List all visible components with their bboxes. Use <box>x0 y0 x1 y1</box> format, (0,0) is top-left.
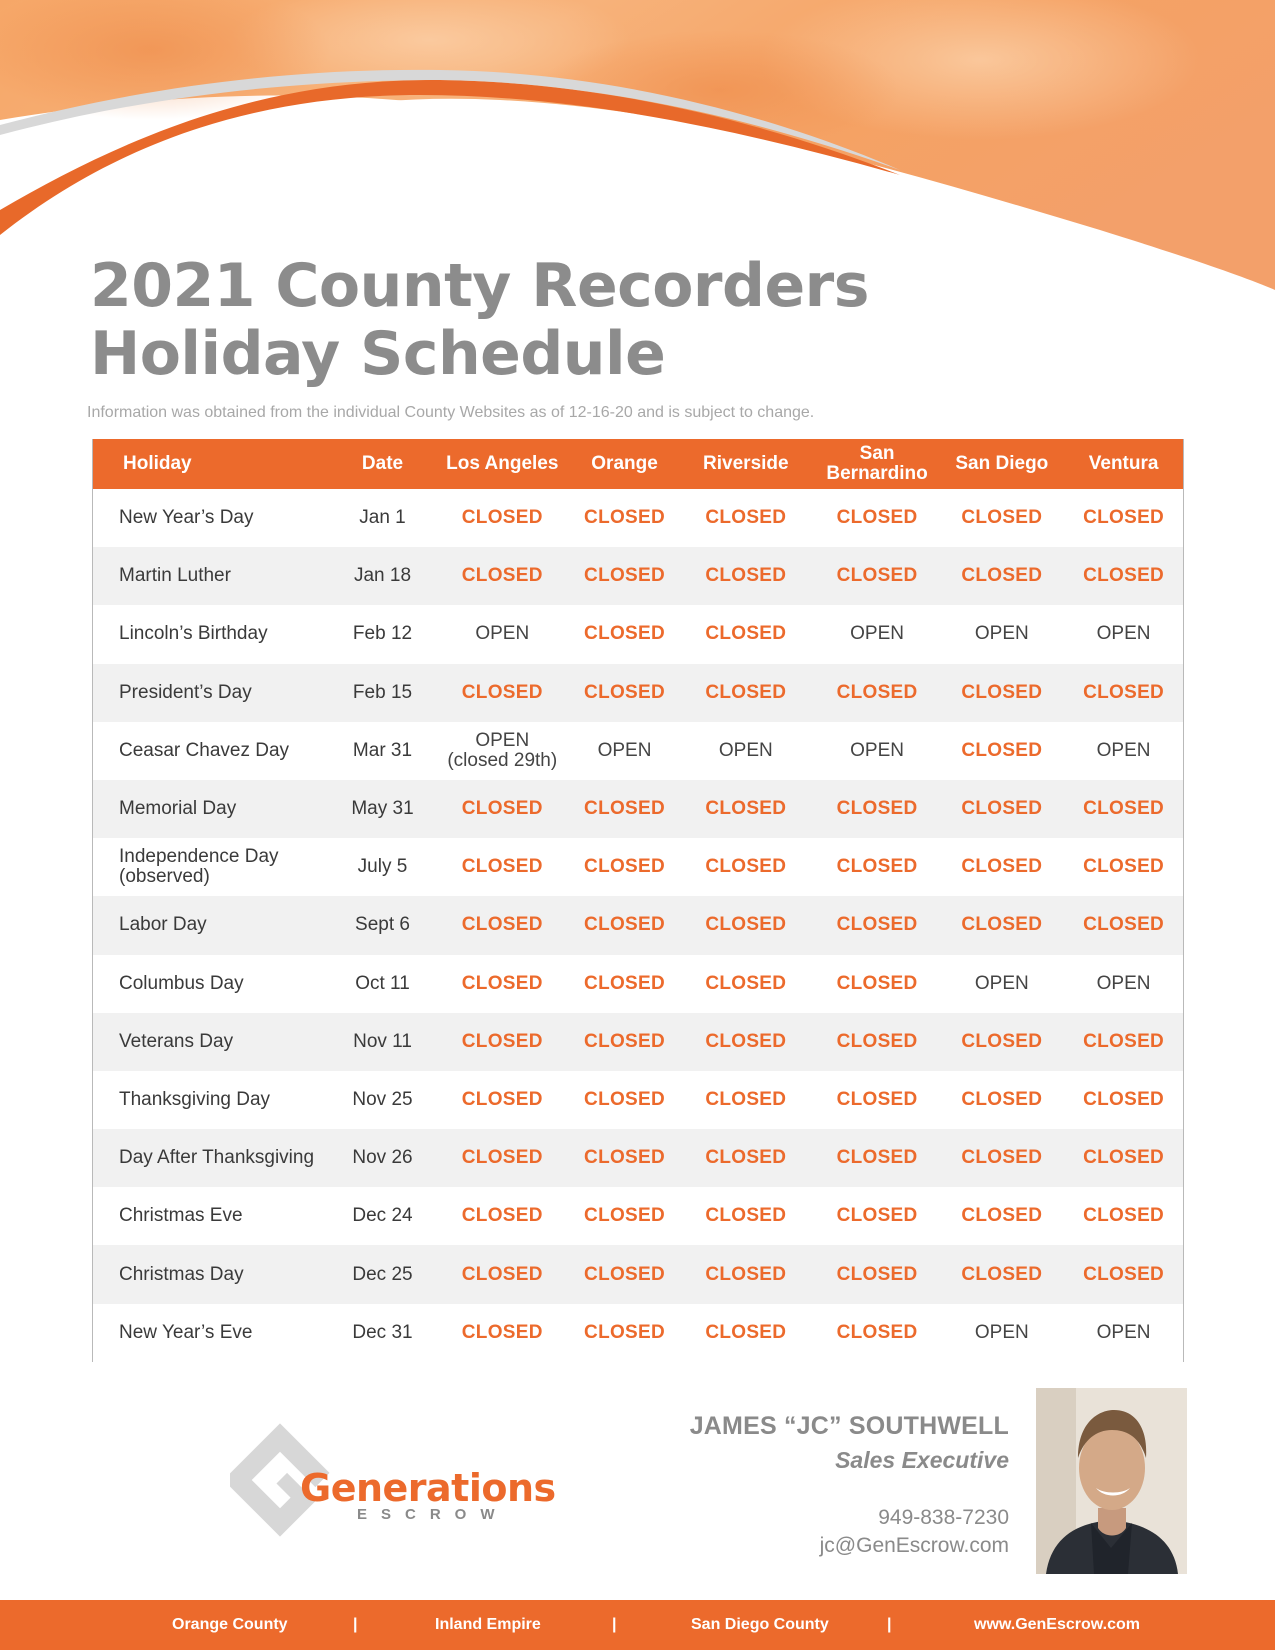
status-ventura: CLOSED <box>1083 565 1165 587</box>
table-row <box>93 1187 1183 1245</box>
holiday-date: Nov 26 <box>352 1147 413 1169</box>
status-riverside: CLOSED <box>705 856 787 878</box>
header-date: Date <box>361 453 404 474</box>
status-riverside: OPEN <box>718 739 773 761</box>
holiday-date: Dec 31 <box>352 1321 413 1343</box>
status-orange: CLOSED <box>584 1263 666 1285</box>
status-los-angeles: CLOSED <box>461 1030 543 1052</box>
header-los-angeles: Los Angeles <box>446 453 559 474</box>
contact-name: JAMES “JC” SOUTHWELL <box>689 1412 1009 1440</box>
status-ventura: OPEN <box>1096 739 1151 761</box>
status-san-bernardino: CLOSED <box>836 1321 918 1343</box>
holiday-name: Memorial Day <box>119 798 237 820</box>
status-riverside: CLOSED <box>705 681 787 703</box>
holiday-name: Veterans Day <box>119 1030 234 1052</box>
footer-separator: | <box>612 1616 617 1633</box>
status-riverside: CLOSED <box>705 565 787 587</box>
status-los-angeles: CLOSED <box>461 856 543 878</box>
status-san-diego: OPEN <box>974 972 1029 994</box>
status-san-diego: CLOSED <box>961 739 1043 761</box>
status-los-angeles: CLOSED <box>461 798 543 820</box>
table-row <box>93 664 1183 722</box>
status-san-bernardino: CLOSED <box>836 972 918 994</box>
header-san-diego: San Diego <box>955 453 1049 474</box>
holiday-name: President’s Day <box>119 681 252 703</box>
holiday-name: Christmas Day <box>119 1263 244 1285</box>
status-los-angeles: CLOSED <box>461 507 543 529</box>
logo-wordmark: Generations <box>300 1466 556 1510</box>
status-san-bernardino: CLOSED <box>836 1147 918 1169</box>
status-san-bernardino: CLOSED <box>836 1030 918 1052</box>
contact-phone: 949-838-7230 <box>878 1506 1009 1529</box>
table-row <box>93 1013 1183 1071</box>
status-riverside: CLOSED <box>705 623 787 645</box>
holiday-name: Labor Day <box>119 914 207 936</box>
status-san-bernardino: CLOSED <box>836 681 918 703</box>
holiday-schedule-table <box>92 439 1184 1362</box>
status-ventura: CLOSED <box>1083 1030 1165 1052</box>
status-los-angeles: CLOSED <box>461 565 543 587</box>
contact-block <box>690 1412 1009 1558</box>
headshot-photo <box>1036 1388 1187 1574</box>
status-ventura: CLOSED <box>1083 507 1165 529</box>
status-los-angeles: CLOSED <box>461 1088 543 1110</box>
holiday-name: Christmas Eve <box>119 1205 243 1227</box>
holiday-name: Independence Day (observed) <box>119 846 279 888</box>
footer-website-link[interactable]: www.GenEscrow.com <box>974 1616 1140 1633</box>
status-orange: CLOSED <box>584 507 666 529</box>
status-san-diego: CLOSED <box>961 798 1043 820</box>
status-ventura: OPEN <box>1096 972 1151 994</box>
table-header-row <box>93 439 1183 489</box>
status-orange: CLOSED <box>584 1321 666 1343</box>
status-orange: CLOSED <box>584 681 666 703</box>
page-title <box>90 252 869 388</box>
holiday-date: Jan 1 <box>359 507 406 529</box>
holiday-date: Nov 25 <box>352 1088 413 1110</box>
status-orange: CLOSED <box>584 623 666 645</box>
status-los-angeles: OPEN <box>475 623 530 645</box>
status-riverside: CLOSED <box>705 972 787 994</box>
status-ventura: CLOSED <box>1083 1147 1165 1169</box>
footer-separator: | <box>887 1616 892 1633</box>
status-los-angeles: OPEN (closed 29th) <box>447 729 558 771</box>
status-ventura: CLOSED <box>1083 1088 1165 1110</box>
status-orange: CLOSED <box>584 798 666 820</box>
logo-subtitle: ESCROW <box>357 1506 509 1523</box>
status-riverside: CLOSED <box>705 1147 787 1169</box>
status-orange: CLOSED <box>584 856 666 878</box>
status-ventura: CLOSED <box>1083 1205 1165 1227</box>
table-row <box>93 955 1183 1013</box>
holiday-name: Columbus Day <box>119 972 244 994</box>
status-ventura: CLOSED <box>1083 856 1165 878</box>
footer-orange-county: Orange County <box>172 1616 288 1633</box>
holiday-date: Jan 18 <box>353 565 412 587</box>
holiday-date: Dec 25 <box>352 1263 413 1285</box>
holiday-date: Nov 11 <box>353 1030 412 1052</box>
status-san-diego: CLOSED <box>961 914 1043 936</box>
status-los-angeles: CLOSED <box>461 1263 543 1285</box>
status-san-bernardino: CLOSED <box>836 1263 918 1285</box>
status-san-bernardino: CLOSED <box>836 1205 918 1227</box>
status-san-diego: OPEN <box>974 623 1029 645</box>
table-row <box>93 896 1183 954</box>
disclaimer-text: Information was obtained from the individual County Websites as of 12-16-20 and is subject to change. <box>87 404 815 421</box>
status-orange: OPEN <box>597 739 652 761</box>
status-san-bernardino: CLOSED <box>836 798 918 820</box>
contact-role: Sales Executive <box>835 1447 1009 1473</box>
footer-san-diego-county: San Diego County <box>691 1616 829 1633</box>
status-san-bernardino: CLOSED <box>836 565 918 587</box>
status-orange: CLOSED <box>584 1030 666 1052</box>
holiday-date: July 5 <box>357 856 408 878</box>
holiday-name: Martin Luther <box>119 565 231 587</box>
table-row <box>93 605 1183 663</box>
holiday-date: May 31 <box>351 798 414 820</box>
footer-separator: | <box>353 1616 358 1633</box>
status-san-diego: CLOSED <box>961 565 1043 587</box>
status-orange: CLOSED <box>584 565 666 587</box>
status-san-bernardino: OPEN <box>850 623 904 645</box>
status-orange: CLOSED <box>584 1205 666 1227</box>
status-ventura: OPEN <box>1096 1321 1151 1343</box>
holiday-name: Thanksgiving Day <box>119 1088 271 1110</box>
holiday-name: Ceasar Chavez Day <box>119 739 290 761</box>
status-riverside: CLOSED <box>705 1205 787 1227</box>
footer-bar <box>0 1600 1275 1650</box>
status-orange: CLOSED <box>584 914 666 936</box>
title-line-1: 2021 County Recorders <box>90 251 869 321</box>
status-orange: CLOSED <box>584 972 666 994</box>
table-row <box>93 1129 1183 1187</box>
status-riverside: CLOSED <box>705 1030 787 1052</box>
status-los-angeles: CLOSED <box>461 1205 543 1227</box>
status-riverside: CLOSED <box>705 1088 787 1110</box>
status-riverside: CLOSED <box>705 507 787 529</box>
table-row <box>93 1071 1183 1129</box>
header-ventura: Ventura <box>1088 453 1159 474</box>
status-orange: CLOSED <box>584 1088 666 1110</box>
holiday-date: Dec 24 <box>352 1205 413 1227</box>
status-san-diego: CLOSED <box>961 507 1043 529</box>
holiday-name: New Year’s Eve <box>119 1321 253 1343</box>
holiday-name: Lincoln’s Birthday <box>119 623 268 645</box>
status-riverside: CLOSED <box>705 914 787 936</box>
status-riverside: CLOSED <box>705 1321 787 1343</box>
status-san-diego: OPEN <box>974 1321 1029 1343</box>
holiday-date: Feb 12 <box>352 623 413 645</box>
status-san-bernardino: CLOSED <box>836 1088 918 1110</box>
holiday-date: Sept 6 <box>355 914 410 936</box>
status-riverside: CLOSED <box>705 1263 787 1285</box>
header-riverside: Riverside <box>703 453 789 474</box>
footer-inland-empire: Inland Empire <box>435 1616 541 1633</box>
status-riverside: CLOSED <box>705 798 787 820</box>
status-san-diego: CLOSED <box>961 1088 1043 1110</box>
status-ventura: CLOSED <box>1083 681 1165 703</box>
status-orange: CLOSED <box>584 1147 666 1169</box>
holiday-date: Oct 11 <box>355 972 410 994</box>
status-los-angeles: CLOSED <box>461 1147 543 1169</box>
status-san-diego: CLOSED <box>961 856 1043 878</box>
contact-email: jc@GenEscrow.com <box>819 1534 1009 1557</box>
status-san-diego: CLOSED <box>961 1147 1043 1169</box>
holiday-date: Feb 15 <box>352 681 413 703</box>
status-los-angeles: CLOSED <box>461 972 543 994</box>
holiday-name: Day After Thanksgiving <box>119 1147 315 1169</box>
header-orange: Orange <box>591 453 658 474</box>
status-ventura: OPEN <box>1096 623 1151 645</box>
status-san-bernardino: CLOSED <box>836 914 918 936</box>
table-row <box>93 838 1183 896</box>
status-san-bernardino: OPEN <box>850 739 904 761</box>
header-holiday: Holiday <box>123 453 192 474</box>
holiday-date: Mar 31 <box>352 739 413 761</box>
status-san-bernardino: CLOSED <box>836 856 918 878</box>
table-row <box>93 489 1183 547</box>
status-ventura: CLOSED <box>1083 798 1165 820</box>
status-san-bernardino: CLOSED <box>836 507 918 529</box>
status-san-diego: CLOSED <box>961 1263 1043 1285</box>
table-body <box>93 489 1183 1362</box>
table-row <box>93 547 1183 605</box>
status-los-angeles: CLOSED <box>461 914 543 936</box>
status-san-diego: CLOSED <box>961 681 1043 703</box>
status-san-diego: CLOSED <box>961 1030 1043 1052</box>
status-los-angeles: CLOSED <box>461 681 543 703</box>
title-line-2: Holiday Schedule <box>90 319 666 389</box>
table-row <box>93 722 1183 780</box>
status-ventura: CLOSED <box>1083 914 1165 936</box>
status-los-angeles: CLOSED <box>461 1321 543 1343</box>
table-row <box>93 780 1183 838</box>
table-row <box>93 1304 1183 1362</box>
header-san-bernardino: San Bernardino <box>826 443 928 484</box>
status-san-diego: CLOSED <box>961 1205 1043 1227</box>
holiday-name: New Year’s Day <box>119 507 254 529</box>
table-row <box>93 1245 1183 1303</box>
status-ventura: CLOSED <box>1083 1263 1165 1285</box>
